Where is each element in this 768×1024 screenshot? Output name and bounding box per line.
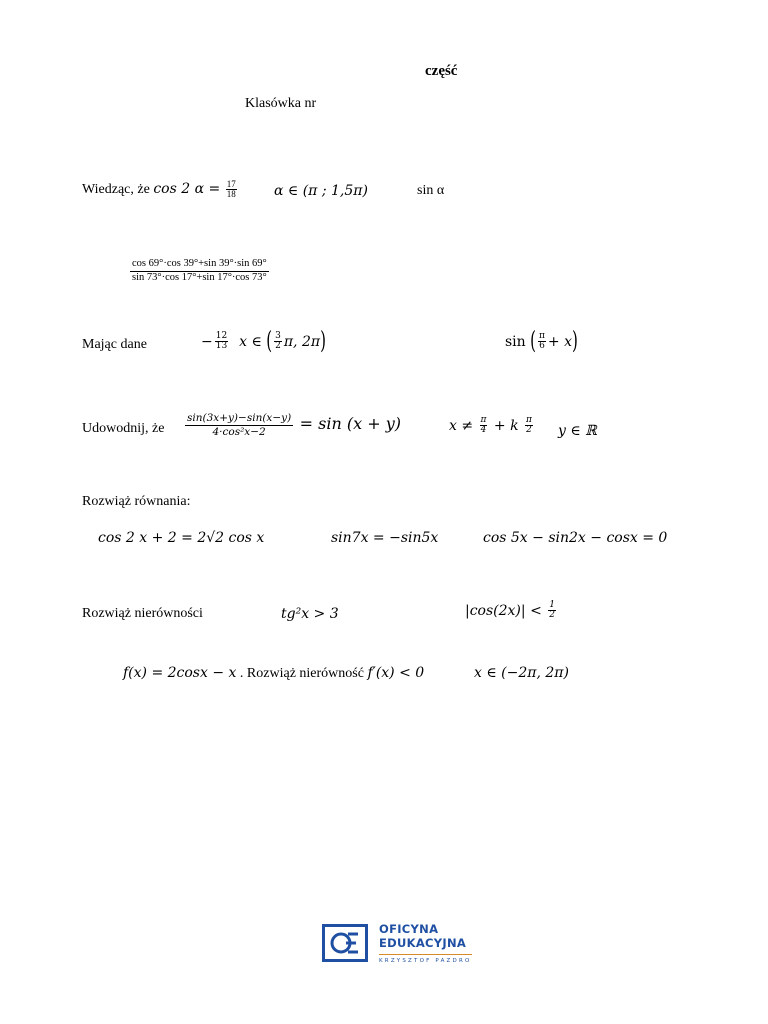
task-4-condition-y: y ∈ ℝ bbox=[558, 423, 597, 439]
task-1 bbox=[82, 180, 239, 200]
task-7-domain: x ∈ (−2π, 2π) bbox=[474, 665, 569, 681]
publisher-logo-icon bbox=[322, 924, 368, 962]
task-6-label: Rozwiąż nierówności bbox=[82, 606, 203, 621]
task-2-numerator: cos 69°·cos 39°+sin 39°·sin 69° bbox=[130, 258, 269, 272]
task-4-condition-x: x ≠ $\frac{\pi}{4}$ + k $\frac{\pi}{2}$ bbox=[449, 415, 532, 436]
task-1-target: sin α bbox=[417, 183, 445, 198]
publisher-logo bbox=[379, 922, 472, 964]
task-5-equation-1: cos 2 x + 2 = 2√2 cos x bbox=[98, 530, 265, 546]
logo-line-2: EDUKACYJNA bbox=[379, 936, 467, 950]
logo-line-3: KRZYSZTOF PAZDRO bbox=[379, 954, 472, 964]
task-3-target: sin ( $\frac{\pi}{6}$ + x) bbox=[505, 326, 578, 356]
page-subtitle: Klasówka nr bbox=[245, 96, 317, 111]
task-4-intro: Udowodnij, że bbox=[82, 421, 165, 436]
task-6-inequality-1: tg²x > 3 bbox=[281, 606, 339, 622]
task-6-inequality-2: |cos(2x)| < $\frac{1}{2}$ bbox=[465, 600, 555, 621]
task-1-condition: α ∈ (π ; 1,5π) bbox=[274, 183, 368, 199]
task-4-identity: $\frac{\sin(3x+y)-\sin(x-y)}{\text{4·cos²x−2}}$ = sin (x + y) bbox=[187, 412, 401, 438]
task-7-text: . Rozwiąż nierówność bbox=[239, 666, 364, 681]
task-1-fraction: $\frac{17}{18}$ bbox=[226, 179, 236, 200]
task-7 bbox=[123, 666, 424, 681]
page-title: część bbox=[425, 63, 458, 79]
task-5-equation-3: cos 5x − sin2x − cosx = 0 bbox=[483, 530, 668, 546]
task-2-denominator: sin 73°·cos 17°+sin 17°·cos 73° bbox=[132, 271, 267, 283]
task-3-value: − $\frac{12}{13}$ x ∈ ( $\frac{3}{2}$ π, 2π) bbox=[201, 326, 326, 356]
task-5-label: Rozwiąż równania: bbox=[82, 494, 191, 509]
task-1-intro: Wiedząc, że bbox=[82, 182, 150, 198]
task-5-equation-2: sin7x = −sin5x bbox=[331, 530, 439, 546]
task-2-fraction bbox=[130, 258, 269, 284]
task-2 bbox=[128, 258, 271, 284]
task-1-expr: cos 2 α = bbox=[153, 181, 221, 198]
task-7-function: f(x) = 2cosx − x bbox=[123, 665, 237, 681]
task-7-inequality: f′(x) < 0 bbox=[367, 665, 425, 681]
logo-line-1: OFICYNA bbox=[379, 922, 439, 936]
task-3-intro: Mając dane bbox=[82, 337, 147, 352]
